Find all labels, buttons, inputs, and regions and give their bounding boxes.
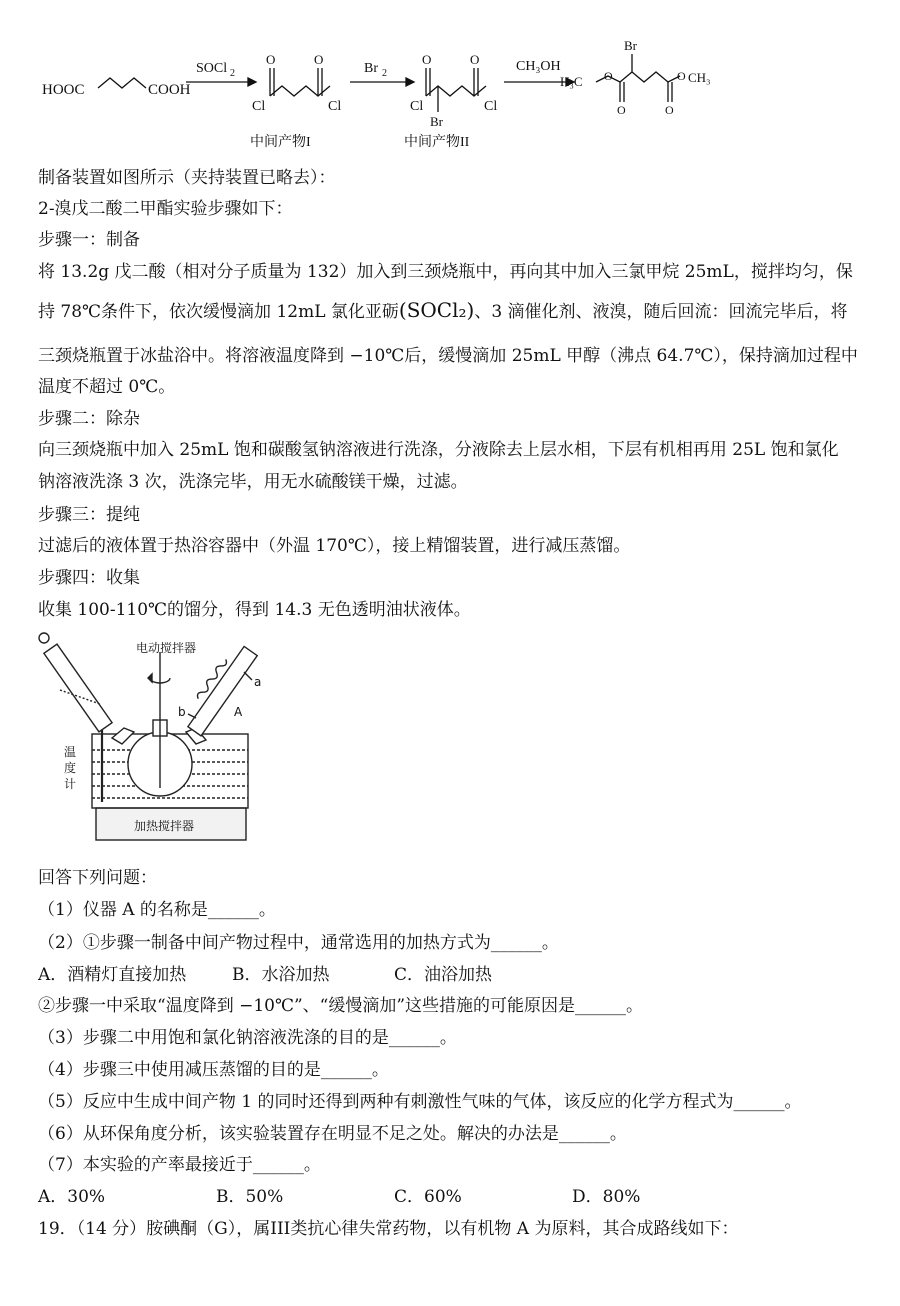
setup-intro: 制备装置如图所示（夹持装置已略去）： — [38, 168, 336, 188]
thermometer-label-3: 计 — [64, 777, 77, 791]
reagent-socl2-sub: 2 — [230, 68, 235, 79]
reagent-br2-sub: 2 — [382, 68, 387, 79]
step2-heading: 步骤二：除杂 — [38, 409, 140, 429]
q2-option-a: A．酒精灯直接加热 — [38, 965, 187, 985]
question-6: （6）从环保角度分析，该实验装置存在明显不足之处。解决的办法是______。 — [38, 1124, 627, 1144]
int1-o-right: O — [314, 52, 324, 67]
q2-option-b: B．水浴加热 — [232, 965, 330, 985]
label-intermediate-2: 中间产物II — [404, 135, 470, 150]
question-4: （4）步骤三中使用减压蒸馏的目的是______。 — [38, 1060, 389, 1080]
question-3: （3）步骤二中用饱和氯化钠溶液洗涤的目的是______。 — [38, 1028, 457, 1048]
question-2-part-2: ②步骤一中采取“温度降到 −10℃”、“缓慢滴加”这些措施的可能原因是______。 — [38, 996, 644, 1016]
int2-br: Br — [430, 114, 443, 129]
step1-para-line4: 温度不超过 0℃。 — [38, 377, 176, 397]
product-o-carbonyl-right: O — [665, 103, 674, 117]
question-2-options — [38, 965, 492, 985]
int1-cl-right: Cl — [328, 99, 342, 114]
question-7: （7）本实验的产率最接近于______。 — [38, 1155, 321, 1175]
step3-heading: 步骤三：提纯 — [38, 505, 140, 525]
step1-para-line2 — [38, 300, 848, 322]
reaction-scheme — [38, 38, 758, 158]
question-19-heading: 19．（14 分）胺碘酮（G），属III类抗心律失常药物，以有机物 A 为原料，其合成路线如下： — [38, 1219, 739, 1239]
reagent-br2: Br — [364, 61, 378, 76]
step1-para-line3: 三颈烧瓶置于冰盐浴中。将溶液温度降到 −10℃后，缓慢滴加 25mL 甲醇（沸点 64.7℃），保持滴加过程中 — [38, 346, 858, 366]
int1-cl-left: Cl — [252, 99, 266, 114]
int1-o-left: O — [266, 52, 276, 67]
reactant-left: HOOC — [42, 82, 85, 98]
question-7-options — [38, 1187, 640, 1207]
label-intermediate-1: 中间产物I — [250, 135, 311, 150]
q7-option-a: A．30% — [38, 1187, 106, 1207]
step4-heading: 步骤四：收集 — [38, 568, 140, 588]
product-ch3: CH₃ — [688, 70, 711, 85]
q2-option-c: C．油浴加热 — [394, 965, 493, 985]
step1-line2-text-b: 、3 滴催化剂、液溴，随后回流：回流完毕后，将 — [474, 302, 848, 322]
reagent-socl2: SOCl — [196, 61, 228, 76]
product-o-ester-right: O — [677, 69, 686, 83]
reagent-methanol: CH₃OH — [516, 59, 561, 74]
step4-para: 收集 100-110℃的馏分，得到 14.3 无色透明油状液体。 — [38, 600, 471, 620]
product-br: Br — [624, 38, 637, 53]
steps-intro: 2-溴戊二酸二甲酯实验步骤如下： — [38, 199, 293, 219]
socl2-formula: (SOCl₂) — [398, 298, 475, 322]
thermometer-label-1: 温 — [64, 745, 77, 759]
int2-cl-right: Cl — [484, 99, 498, 114]
int2-o-left: O — [422, 52, 432, 67]
step1-heading: 步骤一：制备 — [38, 230, 140, 250]
q7-option-c: C．60% — [394, 1187, 462, 1207]
question-2: （2）①步骤一制备中间产物过程中，通常选用的加热方式为______。 — [38, 933, 559, 953]
q7-option-b: B．50% — [216, 1187, 284, 1207]
int2-o-right: O — [470, 52, 480, 67]
product-o-ester-left: O — [604, 69, 613, 83]
step2-para-line1: 向三颈烧瓶中加入 25mL 饱和碳酸氢钠溶液进行洗涤，分液除去上层水相，下层有机相再用 25L 饱和氯化 — [38, 440, 839, 460]
step2-para-line2: 钠溶液洗涤 3 次，洗涤完毕，用无水硫酸镁干燥，过滤。 — [38, 472, 468, 492]
step1-para-line1: 将 13.2g 戊二酸（相对分子质量为 132）加入到三颈烧瓶中，再向其中加入三氯甲烷 25mL，搅拌均匀，保 — [38, 262, 853, 282]
step1-line2-text-a: 持 78℃条件下，依次缓慢滴加 12mL 氯化亚砺 — [38, 302, 399, 322]
question-5: （5）反应中生成中间产物 1 的同时还得到两种有刺激性气味的气体，该反应的化学方程式为______。 — [38, 1092, 802, 1112]
label-b: b — [178, 705, 186, 719]
stirrer-label: 电动搅拌器 — [136, 641, 197, 655]
int2-cl-left: Cl — [410, 99, 424, 114]
q7-option-d: D．80% — [572, 1187, 641, 1207]
product-o-carbonyl-left: O — [617, 103, 626, 117]
thermometer-label-2: 度 — [64, 761, 77, 775]
heater-label: 加热搅拌器 — [134, 819, 195, 833]
label-a: a — [254, 675, 262, 689]
questions-intro: 回答下列问题： — [38, 868, 157, 888]
product-h3c: H₃C — [560, 74, 583, 89]
reactant-right: COOH — [148, 82, 191, 98]
label-A: A — [234, 705, 243, 719]
apparatus-diagram — [30, 632, 270, 844]
step3-para: 过滤后的液体置于热浴容器中（外温 170℃），接上精馏装置，进行减压蒸馏。 — [38, 536, 631, 556]
question-1: （1）仪器 A 的名称是______。 — [38, 900, 276, 920]
